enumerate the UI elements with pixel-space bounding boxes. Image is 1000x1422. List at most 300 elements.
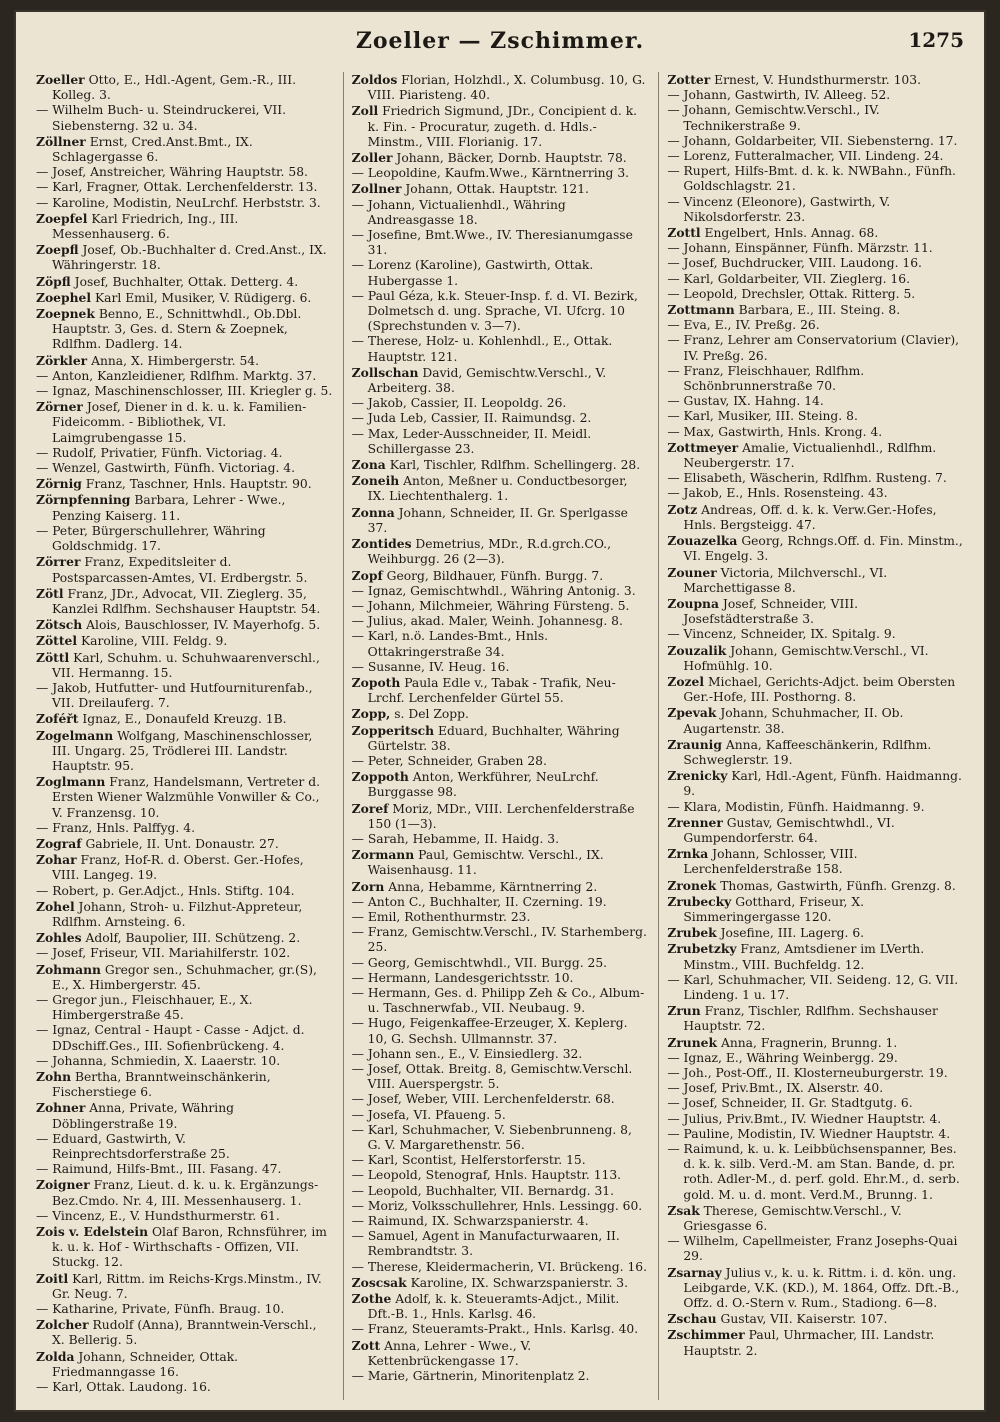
entry-details: Paula Edle v., Tabak - Trafik, Neu-Lrchf. Lerchenfelder Gürtel 55. bbox=[367, 675, 616, 706]
entry-name: — Lorenz, bbox=[667, 149, 731, 164]
entry-name: — Franz, bbox=[36, 820, 93, 835]
directory-entry bbox=[351, 288, 649, 335]
entry-name: Zottl bbox=[667, 225, 701, 241]
directory-entry bbox=[667, 627, 964, 642]
entry-name: — Karl, bbox=[351, 629, 399, 644]
directory-entry bbox=[667, 846, 964, 877]
entry-name: Zona bbox=[351, 457, 386, 473]
entry-details: Anna, Kaffeeschänkerin, Rdlfhm. Schweglerstr. 19. bbox=[683, 737, 932, 767]
directory-entry bbox=[351, 181, 649, 197]
entry-name: — Karl, bbox=[351, 1153, 399, 1168]
entry-name: Zöllner bbox=[36, 133, 86, 149]
entry-name: — Raimund, bbox=[667, 1142, 744, 1157]
directory-entry bbox=[351, 1092, 649, 1107]
entry-name: — Rupert, bbox=[667, 164, 731, 179]
entry-name: Zoitl bbox=[36, 1270, 69, 1286]
entry-name: Zoller bbox=[351, 150, 393, 166]
entry-name: Zotz bbox=[667, 501, 698, 517]
entry-details: Therese, Gemischtw.Verschl., V. Griesgasse 6. bbox=[683, 1203, 902, 1234]
entry-name: — Karl, bbox=[667, 972, 714, 987]
entry-name: — Ignaz, bbox=[351, 583, 407, 598]
entry-details: Fleischhauer, Rdlfhm. Schönbrunnerstraße 70. bbox=[683, 363, 865, 394]
entry-details: Karl, Tischler, Rdlfhm. Schellingerg. 28. bbox=[389, 458, 641, 473]
entry-details: Buch- u. Steindruckerei, VII. Siebensterng. 32 u. 34. bbox=[52, 103, 286, 133]
directory-entry bbox=[351, 1369, 649, 1384]
entry-name: Zouazelka bbox=[667, 533, 738, 549]
entry-name: — Johann, bbox=[351, 598, 416, 613]
entry-details: akad. Maler, Weinh. Johannesg. 8. bbox=[410, 614, 623, 629]
entry-details: Michael, Gerichts-Adjct. beim Obersten Ger.-Hofe, III. Posthorng. 8. bbox=[683, 674, 956, 705]
entry-details: Cassier, II. Raimundsg. 2. bbox=[430, 411, 592, 426]
entry-details: Musiker, III. Steing. 8. bbox=[717, 409, 858, 424]
entry-name: Zrenicky bbox=[667, 768, 728, 784]
directory-entry bbox=[667, 736, 964, 768]
entry-details: Hilfs-Bmt., III. Fasang. 47. bbox=[116, 1162, 282, 1177]
entry-details: Franz, Hof-R. d. Oberst. Ger.-Hofes, VIII. Langeg. 19. bbox=[52, 853, 304, 883]
entry-details: E., V. Hundsthurmerstr. 61. bbox=[109, 1208, 280, 1223]
entry-name: — Emil, bbox=[351, 909, 401, 924]
entry-details: Scontist, Helferstorferstr. 15. bbox=[402, 1153, 586, 1168]
directory-entry bbox=[667, 1142, 964, 1203]
entry-details: Josefine, III. Lagerg. 6. bbox=[720, 926, 865, 941]
entry-details: Fleischhauer, E., X. Himbergerstraße 45. bbox=[52, 992, 253, 1023]
entry-details: Anna, Lehrer - Wwe., V. Kettenbrückengasse 17. bbox=[367, 1338, 532, 1368]
entry-details: Gärtnerin, Minoritenplatz 2. bbox=[412, 1369, 590, 1384]
entry-details: E., IV. Preßg. 26. bbox=[714, 318, 820, 333]
entry-name: Zöttel bbox=[36, 633, 78, 649]
directory-entry bbox=[36, 523, 333, 554]
entry-name: Zois v. Edelstein bbox=[36, 1224, 149, 1240]
entry-name: — Vincenz, bbox=[667, 627, 737, 642]
directory-entry bbox=[36, 399, 333, 446]
directory-entry bbox=[36, 1208, 333, 1224]
directory-entry bbox=[36, 930, 333, 946]
entry-name: — Josef, bbox=[667, 1096, 718, 1111]
directory-entry bbox=[36, 1100, 333, 1131]
directory-entry bbox=[351, 228, 649, 258]
entry-name: Zoepnek bbox=[36, 306, 95, 322]
directory-entry bbox=[351, 473, 649, 504]
entry-details: IV. Heug. 16. bbox=[428, 659, 510, 674]
entry-details: Josef, Diener in d. k. u. k. Familien-Fideicomm. - Bibliothek, VI. Laimgrubengasse 15. bbox=[52, 400, 307, 445]
directory-entry bbox=[667, 1034, 964, 1051]
directory-entry bbox=[36, 445, 333, 461]
entry-name: Zograf bbox=[36, 835, 82, 851]
entry-name: Zrubek bbox=[667, 925, 717, 941]
directory-entry bbox=[36, 898, 333, 930]
entry-name: Zrenner bbox=[667, 814, 723, 830]
directory-entry bbox=[351, 504, 649, 536]
directory-entry bbox=[36, 103, 333, 133]
directory-entry bbox=[351, 769, 649, 800]
entry-details: Florian, Holzhdl., X. Columbusg. 10, G. VIII. Piaristeng. 40. bbox=[367, 73, 646, 103]
directory-entry bbox=[351, 894, 649, 910]
entry-details: Josef, Schneider, VIII. Josefstädterstraße 3. bbox=[683, 596, 858, 627]
entry-name: — Johanna, bbox=[36, 1053, 107, 1068]
directory-entry bbox=[36, 617, 333, 633]
entry-details: IX. Hahng. 14. bbox=[733, 394, 824, 409]
entry-details: Privatier, Fünfh. Victoriag. 4. bbox=[100, 445, 283, 460]
entry-name: — Vincenz, bbox=[36, 1208, 106, 1223]
entry-details: Milchmeier, Währing Fürsteng. 5. bbox=[419, 598, 630, 613]
entry-name: Zörner bbox=[36, 399, 83, 415]
directory-entry bbox=[351, 1198, 649, 1214]
directory-entry bbox=[667, 241, 964, 256]
entry-details: Rudolf (Anna), Branntwein-Verschl., X. Bellerig. 5. bbox=[52, 1318, 317, 1348]
entry-details: Gastwirth, V. Reinprechtsdorferstraße 25. bbox=[52, 1131, 230, 1162]
entry-details: Fragner, Ottak. Lerchenfelderstr. 13. bbox=[86, 180, 318, 195]
entry-name: — Karl, bbox=[36, 1380, 83, 1395]
entry-details: Amalie, Victualienhdl., Rdlfhm. Neubergerstr. 17. bbox=[683, 440, 937, 471]
entry-details: Paul, Gemischtw. Verschl., IX. Waisenhausg. 11. bbox=[367, 848, 604, 878]
entry-details: Central - Haupt - Casse - Adjct. d. DDschiff.Ges., III. Sofienbrückeng. 4. bbox=[52, 1023, 305, 1053]
entry-name: — Hermann, bbox=[351, 985, 431, 1000]
entry-name: — Raimund, bbox=[351, 1214, 428, 1229]
entry-details: Cassier, II. Leopoldg. 26. bbox=[410, 396, 567, 411]
entry-details: Victoria, Milchverschl., VI. Marchettigasse 8. bbox=[683, 565, 888, 595]
entry-details: Karoline, IX. Schwarzspanierstr. 3. bbox=[410, 1275, 628, 1290]
entry-name: — Leopold, bbox=[351, 1168, 422, 1183]
entry-details: Ignaz, E., Donaufeld Kreuzg. 1B. bbox=[82, 712, 287, 727]
directory-entry bbox=[667, 318, 964, 333]
entry-details: Anton, Werkführer, NeuLrchf. Burggasse 98. bbox=[367, 770, 599, 800]
directory-entry bbox=[36, 946, 333, 961]
directory-entry bbox=[667, 394, 964, 409]
directory-entry bbox=[36, 1380, 333, 1395]
entry-details: Géza, k.k. Steuer-Insp. f. d. VI. Bezirk, Dolmetsch d. ung. Sprache, VI. Ufcrg. 10 (Sprechstunden v. 3—7). bbox=[367, 288, 638, 334]
entry-details: Gemischtw.Verschl., IV. Starhemberg. 25. bbox=[367, 925, 647, 955]
entry-details: VI. Pfaueng. 5. bbox=[413, 1107, 506, 1122]
entry-name: — Joh., bbox=[667, 1066, 712, 1080]
entry-details: Kleidermacherin, VI. Brückeng. 16. bbox=[425, 1259, 648, 1274]
directory-entry bbox=[667, 768, 964, 799]
entry-name: — Karl, bbox=[667, 271, 714, 286]
entry-details: Gabriele, II. Unt. Donaustr. 27. bbox=[85, 836, 279, 851]
page-number: 1275 bbox=[908, 28, 964, 52]
entry-details: Modistin, Fünfh. Haidmanng. 9. bbox=[725, 799, 925, 814]
entry-name: Zötsch bbox=[36, 617, 83, 633]
entry-details: Benno, E., Schnittwhdl., Ob.Dbl. Hauptstr. 3, Ges. d. Stern & Zoepnek, Rdlfhm. Dadlerg. 14. bbox=[52, 307, 302, 352]
entry-name: — Johann, bbox=[351, 197, 416, 212]
entry-details: Josef, Ob.-Buchhalter d. Cred.Anst., IX. Währingerstr. 18. bbox=[52, 243, 327, 273]
entry-details: Goldarbeiter, VII. Zieglerg. 16. bbox=[717, 271, 910, 286]
entry-name: — Leopold, bbox=[351, 1183, 422, 1198]
directory-entry bbox=[667, 705, 964, 736]
entry-name: — Gregor jun., bbox=[36, 992, 128, 1007]
entry-details: Schneider, Graben 28. bbox=[407, 753, 547, 768]
directory-entry bbox=[667, 363, 964, 394]
entry-name: Zotter bbox=[667, 72, 711, 87]
entry-details: Johann, Ottak. Hauptstr. 121. bbox=[405, 182, 589, 197]
directory-entry bbox=[36, 835, 333, 852]
entry-details: Barbara, Lehrer - Wwe., Penzing Kaiserg. 11. bbox=[52, 493, 286, 523]
directory-entry bbox=[351, 1259, 649, 1275]
entry-details: Modistin, NeuLrchf. Herbststr. 3. bbox=[112, 195, 321, 210]
entry-name: Zrunek bbox=[667, 1034, 718, 1050]
entry-details: Gotthard, Friseur, X. Simmeringergasse 120. bbox=[683, 894, 865, 924]
entry-details: Buchhalter, II. Czerning. 19. bbox=[429, 894, 607, 909]
directory-entry bbox=[351, 1168, 649, 1183]
entry-name: — Juda Leb, bbox=[351, 411, 428, 426]
entry-name: Zoupna bbox=[667, 595, 719, 611]
entry-name: Zoll bbox=[351, 103, 379, 119]
directory-entry bbox=[351, 1062, 649, 1092]
directory-entry bbox=[667, 673, 964, 705]
entry-details: Johann, Schneider, II. Gr. Sperlgasse 37. bbox=[367, 505, 628, 535]
directory-entry bbox=[36, 1053, 333, 1069]
entry-name: — Max, bbox=[351, 426, 399, 441]
directory-entry bbox=[36, 180, 333, 195]
entry-details: Thomas, Gastwirth, Fünfh. Grenzg. 8. bbox=[720, 878, 956, 893]
entry-details: Franz, Lieut. d. k. u. k. Ergänzungs-Bez.Cmdo. Nr. 4, III. Messenhauserg. 1. bbox=[52, 1178, 319, 1208]
entry-name: — Ignaz, bbox=[36, 384, 91, 399]
directory-entry bbox=[351, 878, 649, 895]
entry-details: Josef, Buchhalter, Ottak. Detterg. 4. bbox=[74, 274, 299, 289]
entry-name: — Josef, bbox=[667, 1081, 718, 1096]
entry-name: — Katharine, bbox=[36, 1302, 118, 1317]
entry-details: Anna, Hebamme, Kärntnerring 2. bbox=[388, 879, 598, 894]
entry-name: Zöttl bbox=[36, 649, 70, 665]
entry-details: Paul, Uhrmacher, III. Landstr. Hauptstr. 2. bbox=[683, 1328, 935, 1358]
entry-details: Anna, X. Himbergerstr. 54. bbox=[91, 353, 260, 368]
directory-entry bbox=[36, 554, 333, 585]
entry-details: Volksschullehrer, Hnls. Lessingg. 60. bbox=[412, 1198, 643, 1213]
directory-entry bbox=[36, 384, 333, 399]
entry-name: — Karl, bbox=[351, 1122, 399, 1137]
entry-details: Franz, Taschner, Hnls. Hauptstr. 90. bbox=[85, 477, 312, 492]
directory-entry bbox=[351, 1337, 649, 1369]
entry-name: — Jakob, bbox=[351, 396, 407, 411]
directory-entry bbox=[667, 1126, 964, 1142]
entry-details: Hebamme, II. Haidg. 3. bbox=[412, 831, 560, 846]
directory-entry bbox=[351, 909, 649, 925]
directory-entry bbox=[351, 72, 649, 103]
entry-details: Kanzleidiener, Rdlfhm. Marktg. 37. bbox=[97, 368, 317, 383]
directory-entry bbox=[667, 814, 964, 846]
entry-name: Zott bbox=[351, 1337, 381, 1353]
directory-entry bbox=[667, 533, 964, 564]
entry-name: — Samuel, bbox=[351, 1229, 419, 1244]
entry-name: — Hermann, bbox=[351, 970, 431, 985]
entry-name: — Moriz, bbox=[351, 1198, 409, 1213]
entry-details: Anstreicher, Währing Hauptstr. 58. bbox=[90, 165, 308, 180]
entry-name: — Wenzel, bbox=[36, 461, 101, 476]
entry-name: Zschimmer bbox=[667, 1327, 745, 1343]
directory-entry bbox=[351, 955, 649, 971]
entry-details: Gemischtwhdl., Währing Antonig. 3. bbox=[410, 583, 636, 598]
entry-details: Andreas, Off. d. k. k. Verw.Ger.-Hofes, Hnls. Bergsteigg. 47. bbox=[683, 502, 937, 532]
directory-entry bbox=[36, 711, 333, 727]
entry-details: Agent in Manufacturwaaren, II. Rembrandtstr. 3. bbox=[367, 1229, 620, 1259]
directory-entry bbox=[667, 439, 964, 471]
entry-details: s. Del Zopp. bbox=[394, 707, 469, 722]
entry-name: Zörnpfenning bbox=[36, 492, 131, 508]
directory-entry bbox=[667, 893, 964, 925]
directory-entry bbox=[667, 501, 964, 533]
directory-entry bbox=[351, 831, 649, 847]
entry-name: Zopoth bbox=[351, 674, 401, 690]
entry-details: p. Ger.Adjct., Hnls. Stiftg. 104. bbox=[102, 883, 295, 898]
entry-name: — Peter, bbox=[36, 523, 88, 538]
entry-name: — Franz, bbox=[667, 333, 724, 348]
entry-name: — Anton C., bbox=[351, 894, 426, 909]
entry-details: Ottak. Breitg. 8, Gemischtw.Verschl. VIII. Auerspergstr. 5. bbox=[367, 1062, 633, 1092]
directory-entry bbox=[667, 1111, 964, 1127]
entry-name: — Josef, bbox=[667, 256, 718, 271]
entry-name: Zoeller bbox=[36, 72, 85, 87]
entry-name: Zollner bbox=[351, 181, 402, 197]
entry-name: — Julius, bbox=[667, 1111, 723, 1126]
directory-entry bbox=[36, 680, 333, 711]
directory-entry bbox=[351, 536, 649, 567]
directory-entry bbox=[667, 1003, 964, 1034]
entry-name: Zottmeyer bbox=[667, 439, 739, 455]
directory-entry bbox=[351, 197, 649, 228]
entry-details: Georg, Bildhauer, Fünfh. Burgg. 7. bbox=[386, 568, 604, 583]
entry-name: — Georg, bbox=[351, 955, 411, 970]
directory-entry bbox=[351, 985, 649, 1016]
entry-name: — Klara, bbox=[667, 799, 722, 814]
directory-entry bbox=[667, 286, 964, 302]
directory-entry bbox=[351, 396, 649, 411]
entry-details: Gustav, Gemischtwhdl., VI. Gumpendorferstr. 64. bbox=[683, 815, 895, 845]
directory-entry bbox=[351, 103, 649, 150]
entry-details: Georg, Rchngs.Off. d. Fin. Minstm., VI. Engelg. 3. bbox=[683, 534, 963, 564]
directory-entry bbox=[36, 461, 333, 476]
directory-entry bbox=[667, 164, 964, 194]
directory-entry bbox=[667, 1202, 964, 1234]
directory-entry bbox=[667, 941, 964, 972]
entry-name: Zpevak bbox=[667, 705, 717, 721]
entry-name: — Rudolf, bbox=[36, 445, 97, 460]
entry-name: Zoppoth bbox=[351, 769, 409, 785]
directory-entry bbox=[667, 471, 964, 486]
entry-details: k. u. k. Leibbüchsenspanner, Bes. d. k. k. silb. Verd.-M. am Stan. Bande, d. pr. roth. Adler-M., d. perf. gold. Ehr.M., d. serb. gold. M. u. d. mont. Verd.M., Brunng. 1. bbox=[683, 1142, 960, 1202]
entry-name: Zontides bbox=[351, 536, 412, 552]
directory-entry bbox=[36, 1317, 333, 1348]
entry-name: Zohmann bbox=[36, 961, 101, 977]
entry-name: Zoepfel bbox=[36, 210, 88, 226]
directory-entry bbox=[36, 210, 333, 242]
directory-entry bbox=[351, 457, 649, 473]
entry-name: Zohel bbox=[36, 898, 75, 914]
directory-entry bbox=[351, 1016, 649, 1046]
directory-entry bbox=[667, 1050, 964, 1066]
directory-entry bbox=[36, 633, 333, 649]
entry-name: Zolcher bbox=[36, 1317, 89, 1333]
directory-entry bbox=[36, 727, 333, 775]
directory-entry bbox=[667, 225, 964, 241]
directory-entry bbox=[667, 256, 964, 271]
column-right bbox=[658, 72, 964, 1400]
entry-details: Demetrius, MDr., R.d.grch.CO., Weihburgg. 26 (2—3). bbox=[367, 537, 612, 567]
entry-name: — Johann sen., bbox=[351, 1046, 445, 1061]
entry-details: Karl Emil, Musiker, V. Rüdigerg. 6. bbox=[94, 290, 312, 305]
entry-name: — Julius, bbox=[351, 614, 407, 629]
entry-name: Zohner bbox=[36, 1100, 86, 1116]
entry-name: Zopp, bbox=[351, 706, 391, 722]
entry-details: Alois, Bauschlosser, IV. Mayerhofg. 5. bbox=[86, 618, 321, 633]
entry-details: Moriz, MDr., VIII. Lerchenfelderstraße 150 (1—3). bbox=[367, 801, 635, 831]
directory-entry bbox=[36, 352, 333, 369]
directory-entry bbox=[36, 1162, 333, 1177]
entry-name: — Robert, bbox=[36, 883, 99, 898]
entry-details: Goldarbeiter, VII. Siebensterng. 17. bbox=[734, 133, 958, 148]
entry-details: David, Gemischtw.Verschl., V. Arbeiterg. 38. bbox=[367, 365, 607, 396]
entry-details: E., Hnls. Rosensteing. 43. bbox=[726, 486, 888, 501]
entry-name: — Josef, bbox=[351, 1092, 402, 1107]
running-head: Zoeller — Zschimmer. bbox=[355, 28, 645, 54]
directory-entry bbox=[351, 1274, 649, 1291]
directory-entry bbox=[351, 1291, 649, 1322]
directory-entry bbox=[667, 1327, 964, 1358]
directory-entry bbox=[351, 411, 649, 426]
entry-details: Gregor sen., Schuhmacher, gr.(S), E., X. Himbergerstr. 45. bbox=[52, 962, 317, 992]
entry-details: Bertha, Branntweinschänkerin, Fischerstiege 6. bbox=[52, 1070, 271, 1100]
entry-details: Ernest, V. Hundsthurmerstr. 103. bbox=[714, 73, 921, 87]
entry-details: Johann, Bäcker, Dornb. Hauptstr. 78. bbox=[396, 151, 627, 166]
entry-details: Gastwirth, Hnls. Krong. 4. bbox=[718, 424, 883, 439]
entry-name: — Lorenz bbox=[351, 258, 412, 273]
entry-name: — Josef, bbox=[351, 1062, 402, 1076]
entry-name: Zraunig bbox=[667, 736, 722, 752]
directory-entry bbox=[36, 165, 333, 180]
entry-name: — Raimund, bbox=[36, 1162, 113, 1177]
directory-entry bbox=[351, 598, 649, 614]
entry-name: — Franz, bbox=[351, 1322, 408, 1337]
entry-details: Johann, Stroh- u. Filzhut-Appreteur, Rdlfhm. Arnsteing. 6. bbox=[52, 899, 303, 929]
entry-details: Stenograf, Hnls. Hauptstr. 113. bbox=[425, 1168, 622, 1183]
entry-details: Gustav, VII. Kaiserstr. 107. bbox=[720, 1312, 888, 1327]
entry-name: — Vincenz bbox=[667, 194, 733, 209]
entry-name: Zozel bbox=[667, 673, 705, 689]
entry-name: Zoldos bbox=[351, 72, 398, 87]
directory-entry bbox=[36, 133, 333, 165]
entry-name: — Leopold, bbox=[667, 286, 738, 301]
directory-entry bbox=[36, 774, 333, 821]
entry-name: — Susanne, bbox=[351, 659, 425, 674]
entry-name: Zrubecky bbox=[667, 893, 732, 909]
entry-details: Private, Fünfh. Braug. 10. bbox=[121, 1302, 285, 1317]
entry-details: Ernst, Cred.Anst.Bmt., IX. Schlagergasse 6. bbox=[52, 134, 253, 165]
entry-name: Zoneih bbox=[351, 473, 400, 489]
directory-entry bbox=[36, 72, 333, 103]
directory-entry bbox=[667, 877, 964, 894]
directory-entry bbox=[36, 492, 333, 523]
directory-entry bbox=[36, 289, 333, 306]
entry-details: Landesgerichtsstr. 10. bbox=[434, 970, 574, 985]
entry-name: Zoephel bbox=[36, 289, 92, 305]
entry-details: Einspänner, Fünfh. Märzstr. 11. bbox=[734, 241, 933, 256]
directory-entry bbox=[351, 925, 649, 955]
entry-details: IX. Schwarzspanierstr. 4. bbox=[431, 1214, 589, 1229]
entry-details: Friseur, VII. Mariahilferstr. 102. bbox=[90, 946, 291, 961]
directory-entry bbox=[667, 333, 964, 363]
entry-details: Franz, Amtsdiener im LVerth. Minstm., VIII. Buchfeldg. 12. bbox=[683, 942, 925, 972]
entry-name: — Pauline, bbox=[667, 1126, 734, 1141]
directory-entry bbox=[36, 273, 333, 290]
directory-entry bbox=[667, 133, 964, 149]
directory-entry bbox=[351, 150, 649, 166]
entry-name: — Josefa, bbox=[351, 1107, 410, 1122]
column-middle bbox=[343, 72, 649, 1400]
directory-entry bbox=[351, 1183, 649, 1199]
entry-details: E., Währing Weinbergg. 29. bbox=[725, 1050, 898, 1065]
entry-details: Holz- u. Kohlenhdl., E., Ottak. Hauptstr. 121. bbox=[367, 334, 613, 364]
entry-name: Zörkler bbox=[36, 352, 88, 368]
entry-name: Zottmann bbox=[667, 302, 735, 318]
directory-entry bbox=[667, 271, 964, 287]
